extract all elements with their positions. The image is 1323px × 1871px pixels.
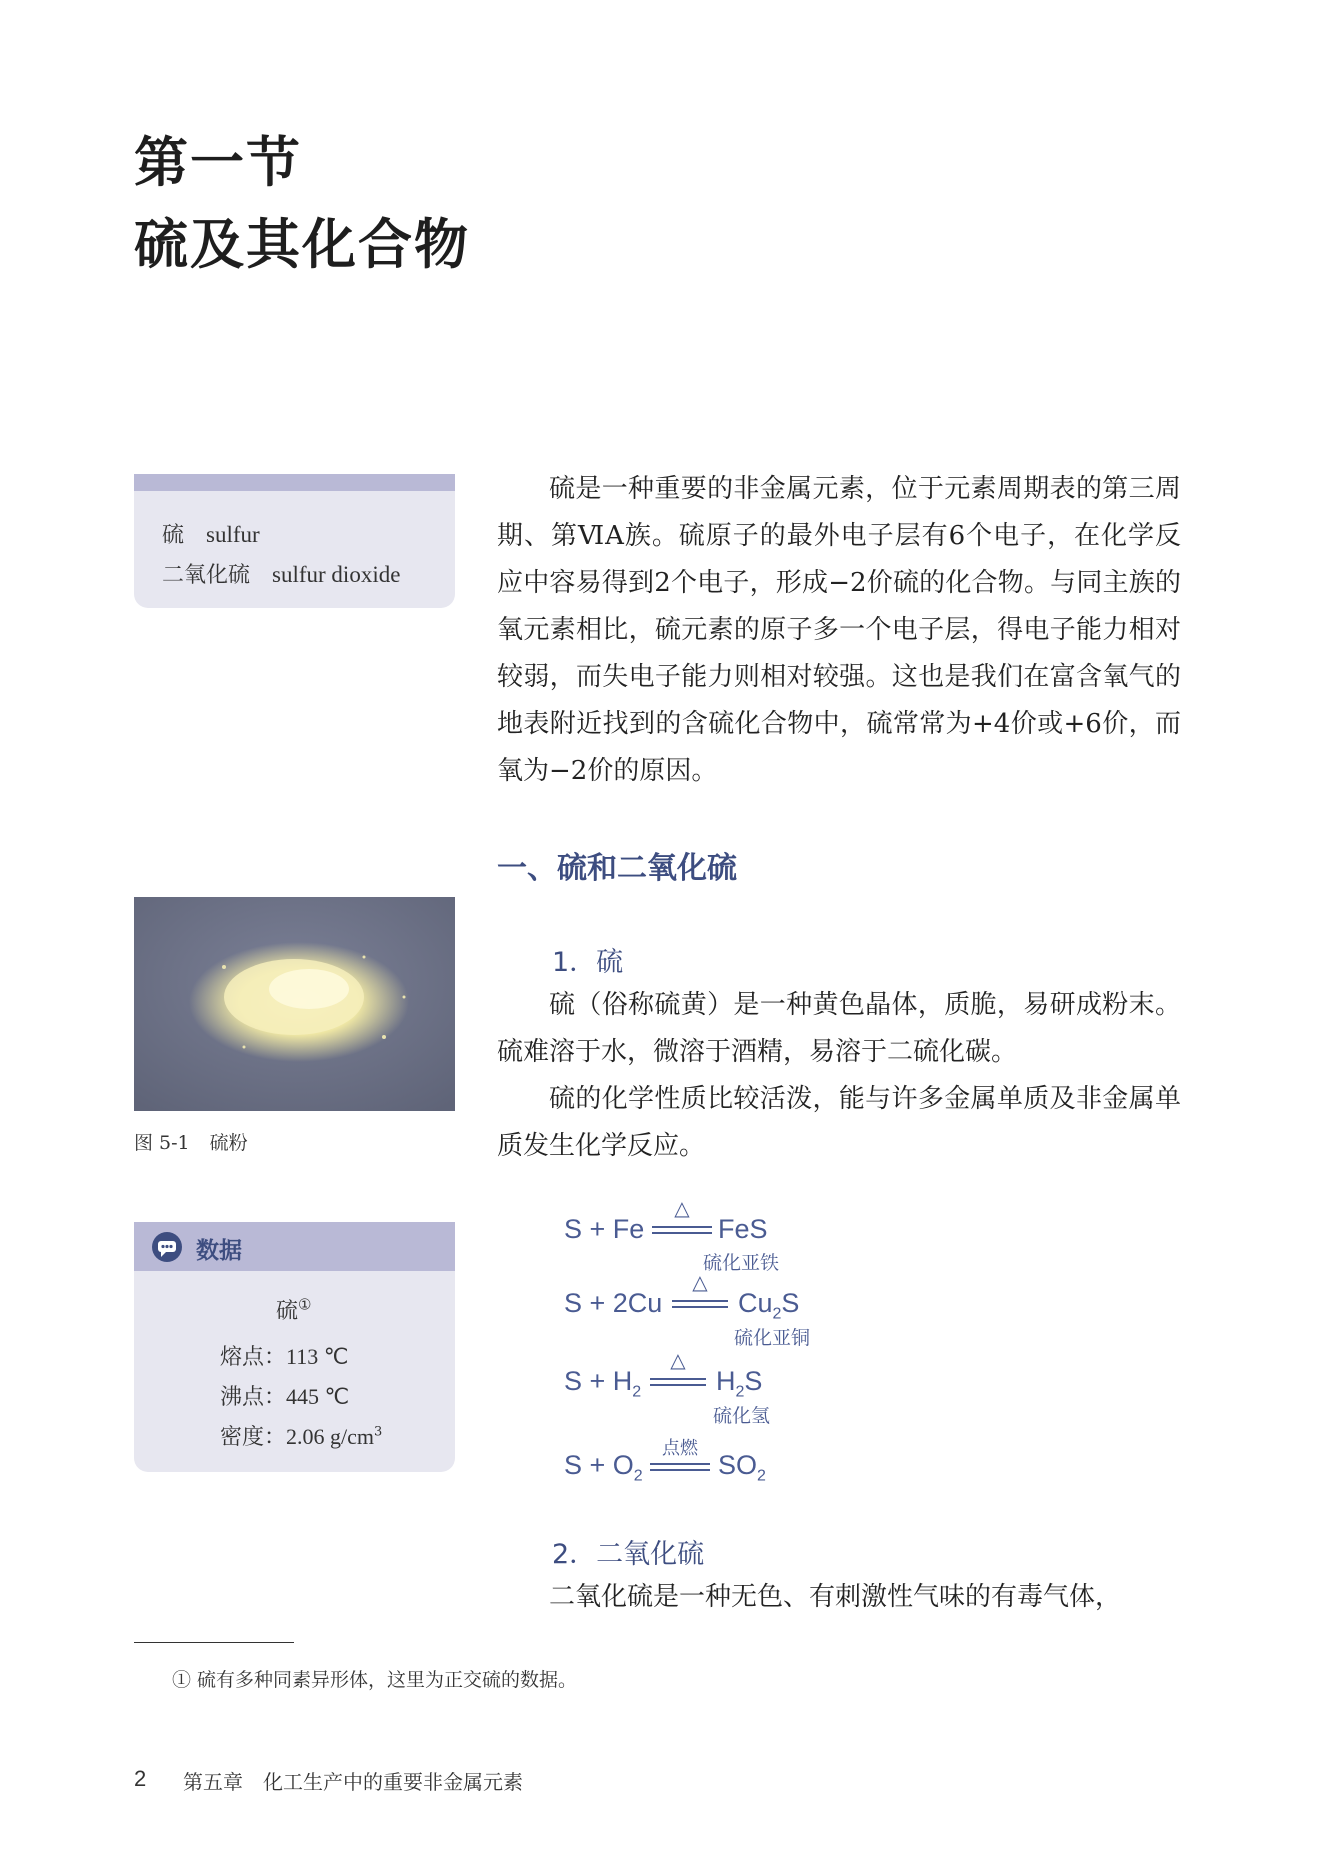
equation-s-h2: $S + H_2$ xyxy=(564,1366,642,1401)
subheading-sulfur: 1．硫 xyxy=(552,947,624,978)
data-box xyxy=(134,1222,455,1472)
equation-s-fe-name: 硫化亚铁 xyxy=(703,1252,780,1274)
equation-s-h2-sign: △ xyxy=(650,1356,706,1396)
data-density: 密度：2.06 $g/cm^3$ xyxy=(220,1424,383,1450)
intro-paragraph: 硫是一种重要的非金属元素，位于元素周期表的第三周期、第ⅥA族。硫原子的最外电子层有6个电子，在化学反应中容易得到2个电子，形成−2价硫的化合物。与同主族的氧元素相比，硫元素的原子多一个电子层，得电子能力相对较弱，而失电子能力则相对较强。这也是我们在富含氧气的地表附近找到的含硫化合物中，硫常常为+4价或+6价，而氧为−2价的原因。 xyxy=(497,474,1181,786)
vocab-item-sulfur: 硫 sulfur xyxy=(162,522,260,548)
vocab-item-sulfur-dioxide: 二氧化硫 sulfur dioxide xyxy=(162,562,401,588)
footnote: ① 硫有多种同素异形体，这里为正交硫的数据。 xyxy=(172,1669,578,1691)
equation-s-cu: S + 2Cu xyxy=(564,1288,663,1318)
data-box-header xyxy=(134,1222,455,1271)
sulfur-paragraph: 硫（俗称硫黄）是一种黄色晶体，质脆，易研成粉末。硫难溶于水，微溶于酒精，易溶于二硫化碳。 硫的化学性质比较活泼，能与许多金属单质及非金属单质发生化学反应。 xyxy=(497,990,1181,1161)
subheading-sulfur-dioxide: 2．二氧化硫 xyxy=(552,1539,705,1570)
chat-bubble-icon xyxy=(150,1230,184,1264)
equation-s-o2: $S + O_2$ xyxy=(564,1450,643,1485)
data-boiling-point: 沸点：445 ℃ xyxy=(220,1384,350,1410)
equation-s-o2-sign: 点燃 xyxy=(650,1438,710,1480)
equation-s-o2-product: $SO_2$ xyxy=(718,1450,766,1485)
page-number: 2 xyxy=(134,1766,147,1791)
equation-s-fe-sign: △ xyxy=(652,1204,712,1244)
equation-s-cu-product: $Cu_2S$ xyxy=(738,1288,800,1323)
section-number: 第一节 xyxy=(134,131,302,194)
equation-s-h2-name: 硫化氢 xyxy=(713,1405,771,1427)
sulfur-dioxide-paragraph: 二氧化硫是一种无色、有刺激性气味的有毒气体， xyxy=(549,1582,1122,1612)
equation-s-fe: S + Fe xyxy=(564,1214,645,1244)
page-title: 硫及其化合物 xyxy=(134,213,470,276)
chapter-title: 第五章 化工生产中的重要非金属元素 xyxy=(183,1770,523,1794)
vocabulary-box-bar xyxy=(134,474,455,491)
equation-s-cu-sign: △ xyxy=(672,1278,728,1318)
vocabulary-box xyxy=(134,474,455,608)
sulfur-powder-image xyxy=(134,897,455,1111)
figure-caption: 图 5-1 硫粉 xyxy=(134,1132,248,1154)
data-box-title: 数据 xyxy=(196,1238,242,1264)
data-melting-point: 熔点：113 ℃ xyxy=(220,1344,349,1370)
equation-s-cu-name: 硫化亚铜 xyxy=(734,1327,811,1349)
equation-s-fe-product: FeS xyxy=(718,1214,768,1244)
equation-s-h2-product: $H_2S$ xyxy=(716,1366,763,1401)
sulfur-powder-illustration xyxy=(134,897,455,1111)
data-substance: 硫① xyxy=(276,1295,312,1324)
footnote-divider xyxy=(134,1642,294,1643)
section-heading: 一、硫和二氧化硫 xyxy=(497,851,737,886)
